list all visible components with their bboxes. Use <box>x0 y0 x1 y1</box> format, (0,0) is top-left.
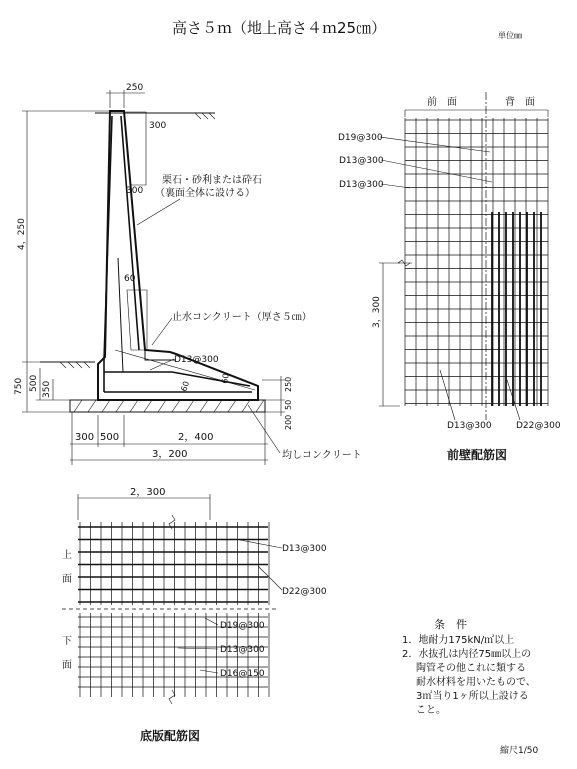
label-slab-d19: D19@300 <box>220 621 265 631</box>
wall-grid-lines <box>405 118 548 406</box>
note-gravel-2: （裏面全体に設ける） <box>155 188 255 199</box>
conditions-title: 条 件 <box>434 618 467 631</box>
leader-gravel <box>137 199 180 225</box>
leader-d13-b <box>381 184 410 188</box>
leader-slab-d19 <box>205 618 218 625</box>
dim-top-250: 250 <box>126 83 144 93</box>
dim-3300-lines <box>379 263 400 406</box>
note-waterstop: 止水コンクリート（厚さ５㎝） <box>172 312 312 323</box>
note-leveling: 均しコンクリート <box>282 450 362 461</box>
conditions-block <box>402 617 536 716</box>
dim-50: 50 <box>284 399 293 410</box>
leader-slab-d22 <box>258 566 282 590</box>
conditions-line-3: 陶管その他これに類する <box>416 663 526 674</box>
dashed-anchor <box>118 258 123 372</box>
leader-slab-d13-bot <box>178 648 218 649</box>
leader-slab-d16 <box>200 670 218 673</box>
dim-4250-lines <box>22 111 110 362</box>
label-slab-d22: D22@300 <box>282 587 327 597</box>
label-d19: D19@300 <box>338 133 383 143</box>
wall-rebar-caption: 前壁配筋図 <box>447 448 508 462</box>
leader-bottom-d13 <box>440 370 455 420</box>
ground-hatch-top <box>195 113 215 119</box>
bottom-slab-rebar-grid <box>62 487 327 743</box>
dim-200: 200 <box>284 414 293 430</box>
dim-3300: 3，300 <box>372 296 382 328</box>
label-lower-1: 下 <box>62 636 72 647</box>
conditions-line-5: 3㎡当り1ヶ所以上設ける <box>416 691 529 702</box>
leader-d13 <box>150 359 174 370</box>
label-d13-b: D13@300 <box>339 180 384 190</box>
label-bottom-d22: D22@300 <box>516 421 561 431</box>
leader-slab-d13-top <box>240 540 282 548</box>
label-back: 背 面 <box>505 97 535 108</box>
label-lower-2: 面 <box>62 660 72 671</box>
label-slab-d16: D16@150 <box>220 669 265 679</box>
label-slab-d13-bot: D13@300 <box>220 645 265 655</box>
drawing-title: 高さ５ｍ（地上高さ４ｍ25㎝） <box>172 19 387 37</box>
label-upper-1: 上 <box>62 550 72 561</box>
dim-300-base: 300 <box>75 432 95 443</box>
leader-d19 <box>380 137 490 152</box>
note-d13: D13@300 <box>174 355 219 365</box>
dim-2300: 2，300 <box>130 487 166 498</box>
dim-300-a: 300 <box>149 121 167 131</box>
slab-rebar-caption: 底版配筋図 <box>140 729 201 743</box>
scale-label: 縮尺1/50 <box>500 746 539 756</box>
conditions-line-4: 耐水材料を用いたもので、 <box>416 677 536 688</box>
conditions-line-6: こと。 <box>416 705 446 716</box>
back-rebar <box>121 116 139 350</box>
dim-350: 350 <box>42 380 52 398</box>
conditions-line-1: 1．地耐力175kN/㎡以上 <box>402 635 515 646</box>
dim-2400: 2，400 <box>178 432 214 443</box>
label-upper-2: 面 <box>62 574 72 585</box>
leader-d13-a <box>381 160 492 182</box>
dim-750: 750 <box>14 377 24 395</box>
dim-500: 500 <box>29 374 39 392</box>
ground-hatch-front <box>60 362 90 368</box>
leveling-concrete <box>70 400 265 412</box>
dim-3200: 3，200 <box>152 449 188 460</box>
dim-500-base: 500 <box>100 432 120 443</box>
dim-60-c: 60 <box>220 372 231 385</box>
grid-header-line <box>405 110 548 117</box>
leveling-hatch <box>74 400 264 412</box>
dim-250-right: 250 <box>284 376 293 392</box>
dim-300-b: 300 <box>126 186 144 196</box>
label-front: 前 面 <box>427 97 457 108</box>
dim-4250: 4，250 <box>17 218 27 250</box>
leader-waterstop <box>152 318 172 345</box>
wall-section <box>14 83 362 465</box>
note-gravel-1: 栗石・砂利または砕石 <box>162 175 262 186</box>
front-wall-rebar-grid <box>338 92 561 462</box>
conditions-line-2: 2．水抜孔は内径75㎜以上の <box>402 649 532 660</box>
label-d13-a: D13@300 <box>339 156 384 166</box>
label-slab-d13-top: D13@300 <box>282 544 327 554</box>
dim-60-b: 60 <box>179 380 192 393</box>
slab-break-marks <box>169 515 175 704</box>
unit-label: 単位㎜ <box>498 31 522 40</box>
label-bottom-d13: D13@300 <box>447 421 492 431</box>
dim-60-a: 60 <box>124 274 136 284</box>
gravel-zone-upper <box>124 112 146 185</box>
